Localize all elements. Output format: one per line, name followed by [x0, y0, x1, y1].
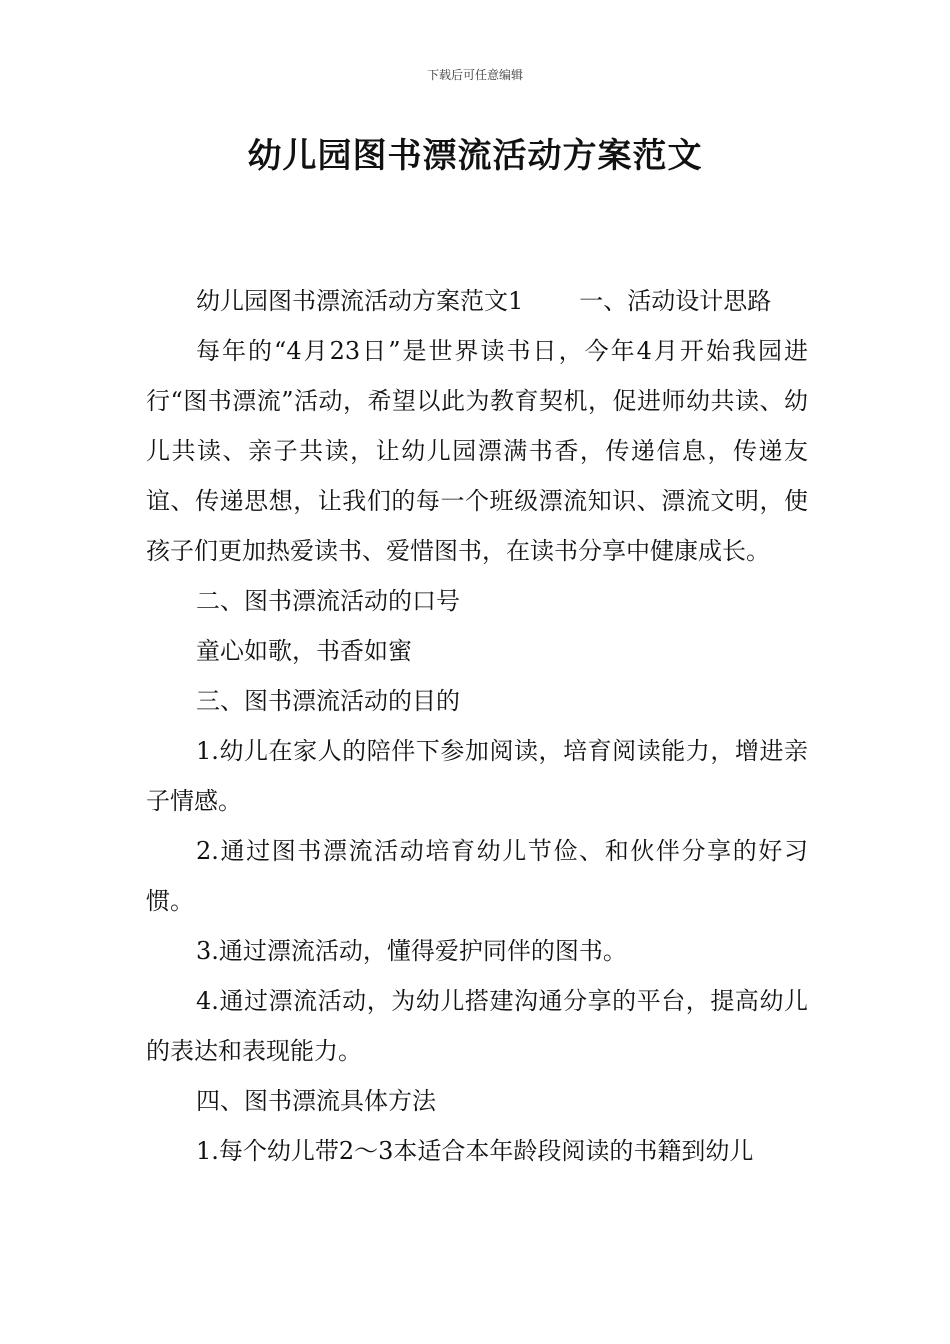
intro-subtitle: 幼儿园图书漂流活动方案范文1 — [196, 287, 524, 315]
header-note: 下载后可任意编辑 — [426, 68, 523, 82]
goal-item-2: 2.通过图书漂流活动培育幼儿节俭、和伙伴分享的好习惯。 — [146, 837, 808, 915]
goal-item-1: 1.幼儿在家人的陪伴下参加阅读，培育阅读能力，增进亲子情感。 — [146, 737, 808, 815]
intro-line — [146, 276, 808, 326]
section-heading-2: 二、图书漂流活动的口号 — [196, 587, 460, 615]
section-heading-4: 四、图书漂流具体方法 — [196, 1087, 436, 1115]
document-body — [146, 276, 808, 1176]
goal-item-4: 4.通过漂流活动，为幼儿搭建沟通分享的平台，提高幼儿的表达和表现能力。 — [146, 987, 808, 1065]
document-title: 幼儿园图书漂流活动方案范文 — [247, 136, 703, 176]
goal-item-3: 3.通过漂流活动，懂得爱护同伴的图书。 — [196, 937, 627, 965]
paragraph-1: 每年的“4月23日”是世界读书日，今年4月开始我园进行“图书漂流”活动，希望以此为教育契机，促进师幼共读、幼儿共读、亲子共读，让幼儿园漂满书香，传递信息，传递友谊、传递思想，让我们的每一个班级漂流知识、漂流文明，使孩子们更加热爱读书、爱惜图书，在读书分享中健康成长。 — [146, 337, 808, 565]
slogan: 童心如歌，书香如蜜 — [196, 637, 412, 665]
section-heading-3: 三、图书漂流活动的目的 — [196, 687, 460, 715]
section-heading-1: 一、活动设计思路 — [579, 287, 772, 315]
method-item-1: 1.每个幼儿带2～3本适合本年龄段阅读的书籍到幼儿 — [196, 1137, 754, 1165]
